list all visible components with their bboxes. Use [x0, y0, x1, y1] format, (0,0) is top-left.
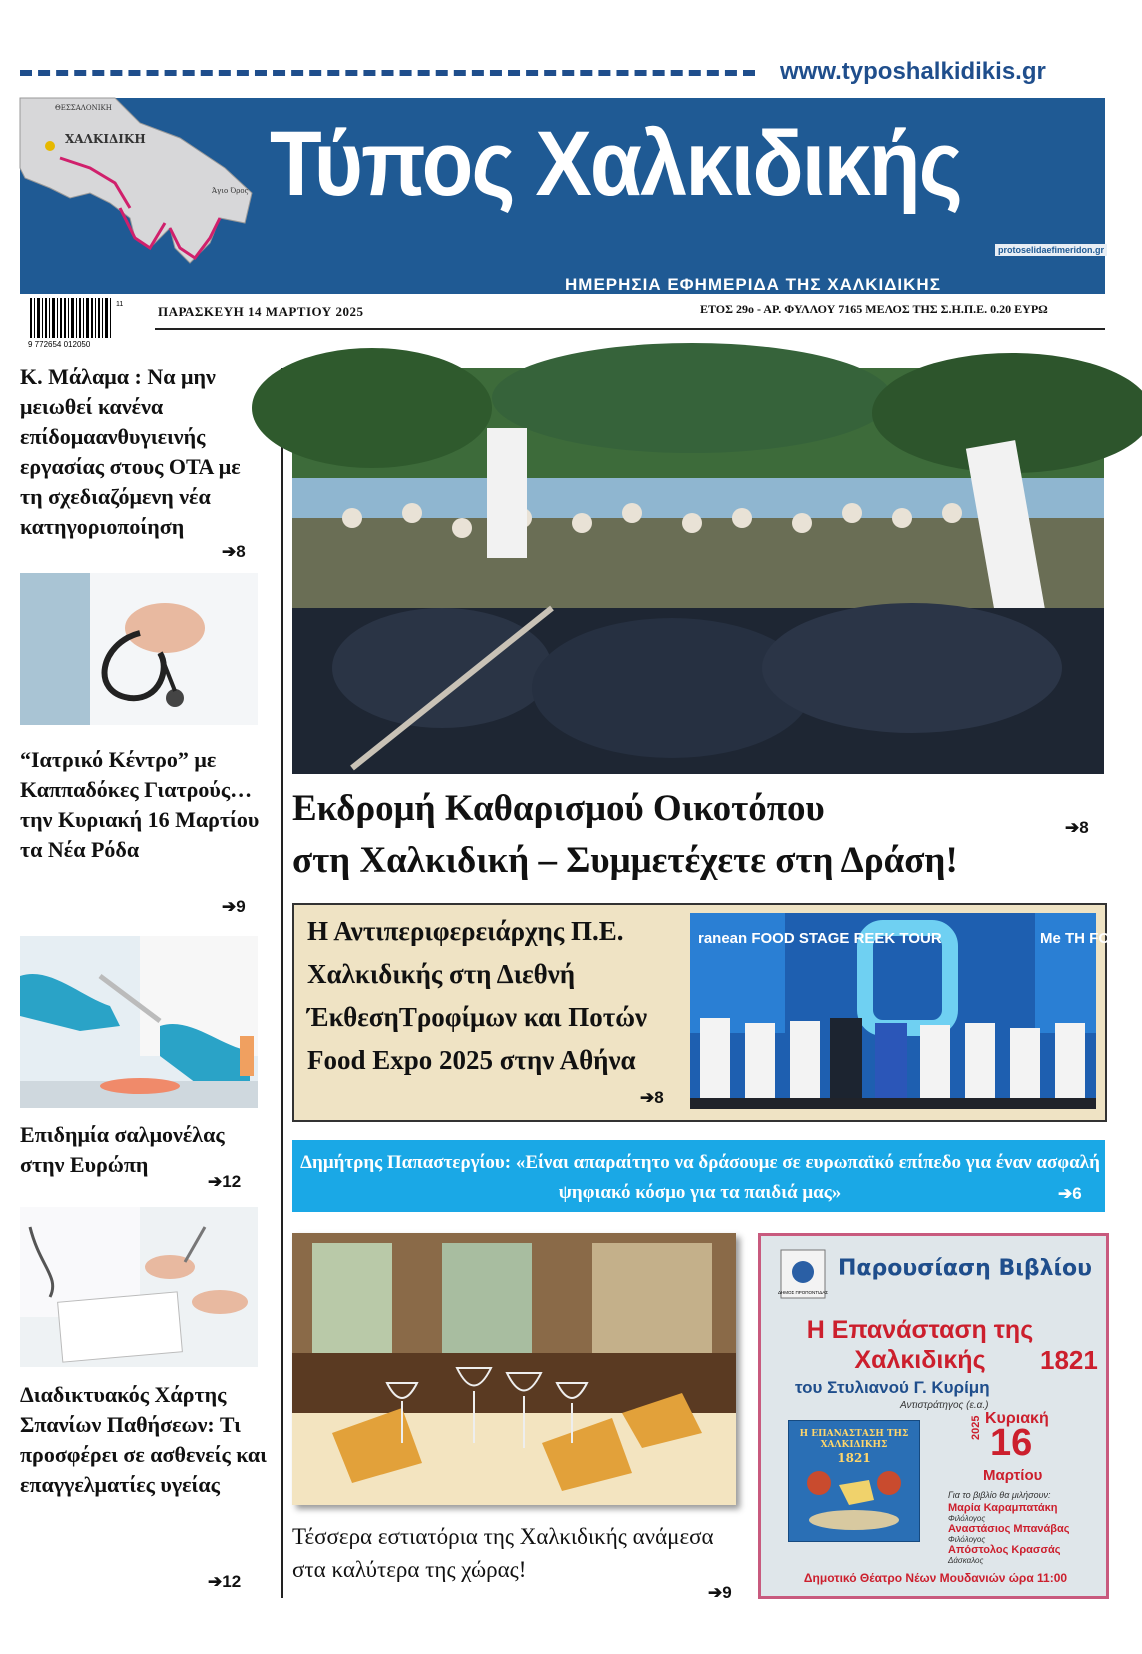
poster-author: του Στυλιανού Γ. Κυρίμη: [795, 1378, 990, 1397]
poster-year: 1821: [1040, 1345, 1098, 1375]
sidebar-story-1-page[interactable]: ➔8: [222, 542, 246, 561]
expo-sign-right: Me TH FO: [1040, 930, 1110, 947]
poster-year-vertical: 2025: [970, 1415, 982, 1440]
speaker-name: Αναστάσιος Μπανάβας: [948, 1523, 1070, 1535]
cleanup-group-photo: [292, 368, 1104, 774]
map-label-agion-oros: Άγιο Όρος: [212, 187, 249, 195]
main-story-page[interactable]: ➔8: [1065, 818, 1089, 837]
doctor-patient-photo: [20, 1207, 258, 1367]
book-cover-year: 1821: [837, 1451, 871, 1465]
food-expo-title[interactable]: Η Αντιπεριφερειάρχης Π.Ε. Χαλκιδικής στη Διεθνή ΈκθεσηΤροφίμων και Ποτών Food Expo 2025 στην Αθήνα: [307, 916, 648, 1075]
column-divider: [281, 368, 283, 1598]
book-cover-title: Η ΕΠΑΝΑΣΤΑΣΗ ΤΗΣ ΧΑΛΚΙΔΙΚΗΣ: [799, 1429, 909, 1450]
papastergiou-banner-page[interactable]: ➔6: [1058, 1184, 1082, 1203]
svg-text:11: 11: [116, 301, 124, 308]
barcode-icon: [28, 298, 128, 348]
header-rule: [155, 328, 1105, 330]
poster-heading: Παρουσίαση Βιβλίου: [837, 1256, 1093, 1281]
food-expo-page[interactable]: ➔8: [640, 1088, 664, 1107]
main-story-title-line1[interactable]: Εκδρομή Καθαρισμού Οικοτόπου: [292, 788, 825, 829]
poster-day: Κυριακή: [985, 1410, 1049, 1427]
restaurant-table-photo: [292, 1233, 736, 1505]
sidebar-story-4-page[interactable]: ➔12: [208, 1572, 242, 1591]
restaurant-story-page[interactable]: ➔9: [708, 1583, 732, 1602]
poster-speakers: [948, 1502, 1098, 1565]
sidebar-story-4-title[interactable]: Διαδικτυακός Χάρτης Σπανίων Παθήσεων: Τι προσφέρει σε ασθενείς και επαγγελματίες υγείας: [20, 1382, 267, 1497]
watermark: protoselidaefimeridon.gr: [995, 244, 1107, 256]
newspaper-subtitle: ΗΜΕΡΗΣΙΑ ΕΦΗΜΕΡΙΔΑ ΤΗΣ ΧΑΛΚΙΔΙΚΗΣ: [565, 275, 941, 294]
newspaper-title: Τύπος Χαλκιδικής: [270, 113, 961, 215]
poster-venue: Δημοτικό Θέατρο Νέων Μουδανιών ώρα 11:00: [803, 1571, 1068, 1585]
map-label-chalkidiki: ΧΑΛΚΙΔΙΚΗ: [65, 132, 146, 146]
issue-info: ΕΤΟΣ 29ο - ΑΡ. ΦΥΛΛΟΥ 7165 ΜΕΛΟΣ ΤΗΣ Σ.Η.Π.Ε. 0.20 ΕΥΡΩ: [700, 302, 1048, 316]
map-label-thessaloniki: ΘΕΣΣΑΛΟΝΙΚΗ: [55, 104, 112, 112]
poster-month: Μαρτίου: [983, 1467, 1043, 1484]
poster-author-rank: Αντιστράτηγος (ε.α.): [900, 1400, 989, 1411]
food-expo-photo: [690, 913, 1110, 1109]
svg-text:ΔΗΜΟΣ ΠΡΟΠΟΝΤΙΔΑΣ: ΔΗΜΟΣ ΠΡΟΠΟΝΤΙΔΑΣ: [777, 1290, 829, 1295]
speaker-name: Μαρία Καραμπατάκη: [948, 1502, 1058, 1514]
lab-salmonella-photo: [20, 936, 258, 1108]
papastergiou-banner-text[interactable]: Δημήτρης Παπαστεργίου: «Είναι απαραίτητο να δράσουμε σε ευρωπαϊκό επίπεδο για έναν ασφαλή ψηφιακό κόσμο για τα παιδιά μας»: [300, 1152, 1100, 1203]
poster-speakers-intro: Για το βιβλίο θα μιλήσουν:: [948, 1490, 1051, 1500]
header-dashed-line: [20, 70, 755, 76]
expo-sign-left: ranean FOOD STAGE REEK TOUR: [698, 930, 942, 947]
website-link[interactable]: www.typoshalkidikis.gr: [780, 58, 1046, 85]
poster-date-number: 16: [990, 1422, 1033, 1464]
sidebar-story-1-title[interactable]: Κ. Μάλαμα : Να μην μειωθεί κανένα επίδομαανθυγιεινής εργασίας στους ΟΤΑ με τη σχεδιαζόμενη νέα κατηγοριοποίηση: [20, 364, 241, 539]
speaker-name: Απόστολος Κρασσάς: [948, 1544, 1061, 1556]
poster-book-title: Η Επανάσταση της Χαλκιδικής: [806, 1316, 1034, 1374]
chalkidiki-map-icon: [20, 98, 255, 268]
speaker-role: Φιλόλογος: [948, 1514, 986, 1523]
restaurant-story-title[interactable]: Τέσσερα εστιατόρια της Χαλκιδικής ανάμεσα στα καλύτερα της χώρας!: [292, 1524, 714, 1582]
doctor-stethoscope-photo: [20, 573, 258, 725]
issue-date: ΠΑΡΑΣΚΕΥΗ 14 ΜΑΡΤΙΟΥ 2025: [158, 304, 364, 319]
book-cover-icon: [788, 1420, 920, 1542]
main-story-title-line2[interactable]: στη Χαλκιδική – Συμμετέχετε στη Δράση!: [292, 840, 958, 881]
sidebar-story-3-title[interactable]: Επιδημία σαλμονέλας στην Ευρώπη: [20, 1122, 225, 1177]
speaker-role: Δάσκαλος: [948, 1556, 984, 1565]
municipality-logo-icon: [777, 1250, 829, 1298]
sidebar-story-2-title[interactable]: “Ιατρικό Κέντρο” με Καππαδόκες Γιατρούς… την Κυριακή 16 Μαρτίου τα Νέα Ρόδα: [20, 747, 260, 862]
speaker-role: Φιλόλογος: [948, 1535, 986, 1544]
svg-text:9 772654 012050: 9 772654 012050: [28, 340, 91, 349]
sidebar-story-2-page[interactable]: ➔9: [222, 897, 246, 916]
sidebar-story-3-page[interactable]: ➔12: [208, 1172, 242, 1191]
